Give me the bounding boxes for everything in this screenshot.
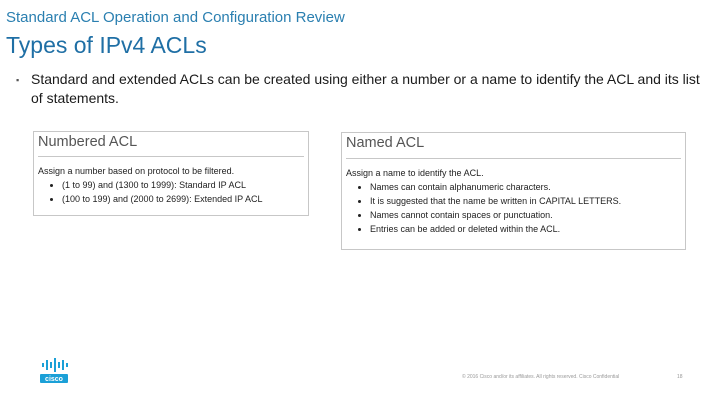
list-item: • (100 to 199) and (2000 to 2699): Extended IP ACL (62, 192, 304, 206)
named-acl-lead: Assign a name to identify the ACL. (346, 168, 484, 178)
intro-bullet (16, 70, 706, 108)
slide-title: Types of IPv4 ACLs (6, 32, 207, 58)
numbered-acl-lead: Assign a number based on protocol to be filtered. (38, 166, 235, 176)
named-acl-list (346, 180, 681, 236)
svg-text:cisco: cisco (45, 376, 63, 383)
list-item: • Entries can be added or deleted within the ACL. (370, 222, 681, 236)
square-bullet-icon: ▪ (16, 75, 20, 85)
numbered-acl-heading: Numbered ACL (38, 134, 138, 150)
cisco-logo-icon (40, 356, 68, 384)
numbered-acl-card (33, 131, 309, 216)
list-item: • Names can contain alphanumeric characters. (370, 180, 681, 194)
numbered-acl-list (38, 178, 304, 206)
list-item: • It is suggested that the name be written in CAPITAL LETTERS. (370, 194, 681, 208)
intro-text: Standard and extended ACLs can be created using either a number or a name to identify the ACL and its list of statements. (31, 71, 700, 106)
page-number: 18 (677, 374, 683, 380)
named-acl-card (341, 132, 686, 250)
list-item: • Names cannot contain spaces or punctuation. (370, 208, 681, 222)
footer-copyright: © 2016 Cisco and/or its affiliates. All rights reserved. Cisco Confidential (462, 374, 620, 380)
named-acl-body (342, 159, 685, 236)
numbered-acl-body (34, 157, 308, 206)
slide-subtitle: Standard ACL Operation and Configuration Review (6, 9, 345, 26)
list-item: • (1 to 99) and (1300 to 1999): Standard IP ACL (62, 178, 304, 192)
named-acl-heading: Named ACL (346, 135, 425, 151)
